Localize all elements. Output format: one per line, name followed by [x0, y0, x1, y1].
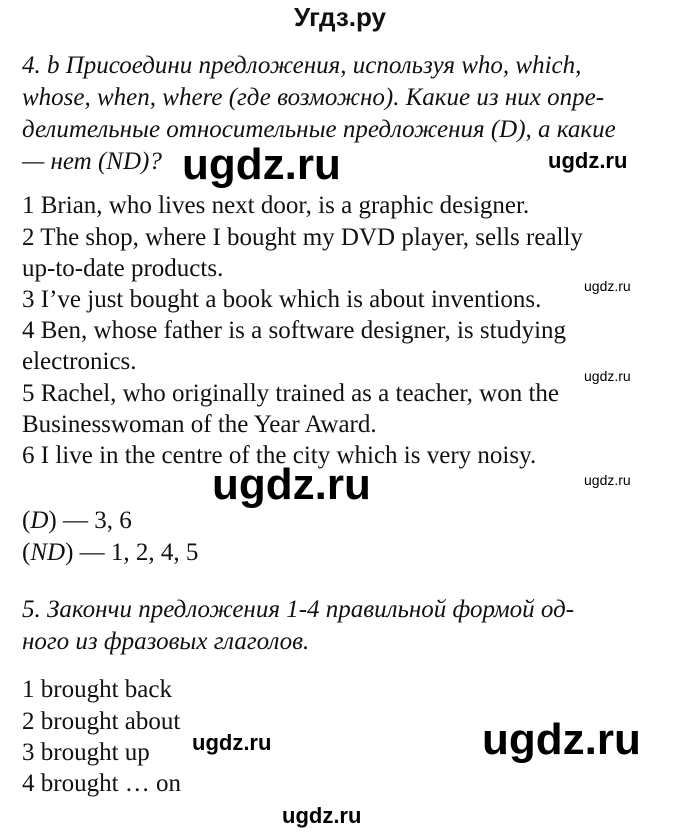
sentence-line: 2 The shop, where I bought my DVD player, sells really: [22, 224, 583, 251]
answer-nd-value: ) — 1, 2, 4, 5: [65, 539, 199, 566]
sentence-line: electronics.: [22, 348, 137, 375]
header-title: Угдз.ру: [294, 2, 386, 32]
watermark: ugdz.ru: [584, 368, 631, 384]
answer-d-value: ) — 3, 6: [48, 507, 132, 534]
watermark: ugdz.ru: [192, 730, 272, 755]
task5-answer: 4 brought … on: [22, 770, 182, 797]
task5-answer: 1 brought back: [22, 676, 172, 703]
answer-nd: (ND) — 1, 2, 4, 5: [22, 539, 199, 566]
watermark: ugdz.ru: [584, 472, 631, 488]
task4-heading-line: делительные относительные предложения (D), а какие: [22, 116, 616, 143]
sentence-line: Businesswoman of the Year Award.: [22, 411, 377, 438]
task4-heading-line: whose, when, where (где возможно). Какие из них опре-: [22, 84, 605, 111]
answer-nd-label: ND: [30, 539, 66, 566]
sentence-line: up-to-date products.: [22, 255, 224, 282]
sentence-line: 3 I’ve just bought a book which is about inventions.: [22, 286, 542, 313]
answer-d: (D) — 3, 6: [22, 507, 132, 534]
sentence-line: 4 Ben, whose father is a software designer, is studying: [22, 317, 567, 344]
task4-heading-line: — нет (ND)?: [22, 148, 162, 175]
task5-heading: [22, 594, 672, 658]
watermark: ugdz.ru: [584, 278, 631, 294]
sentence-line: 1 Brian, who lives next door, is a graphic designer.: [22, 192, 530, 219]
sentence-line: 6 I live in the centre of the city which is very noisy.: [22, 442, 537, 469]
watermark: ugdz.ru: [212, 460, 371, 509]
answer-d-label: D: [30, 507, 49, 534]
task5-answer: 2 brought about: [22, 708, 181, 735]
watermark: ugdz.ru: [182, 140, 341, 189]
task5-heading-line: ного из фразовых глаголов.: [22, 628, 310, 655]
watermark: ugdz.ru: [548, 148, 628, 173]
watermark: ugdz.ru: [482, 715, 641, 764]
watermark: ugdz.ru: [282, 803, 362, 828]
task4-heading-line: 4. b Присоедини предложения, используя who, which,: [22, 52, 582, 79]
task5-answer: 3 brought up: [22, 739, 150, 766]
task5-heading-line: 5. Закончи предложения 1-4 правильной формой од-: [22, 596, 575, 623]
sentence-line: 5 Rachel, who originally trained as a teacher, won the: [22, 380, 559, 407]
